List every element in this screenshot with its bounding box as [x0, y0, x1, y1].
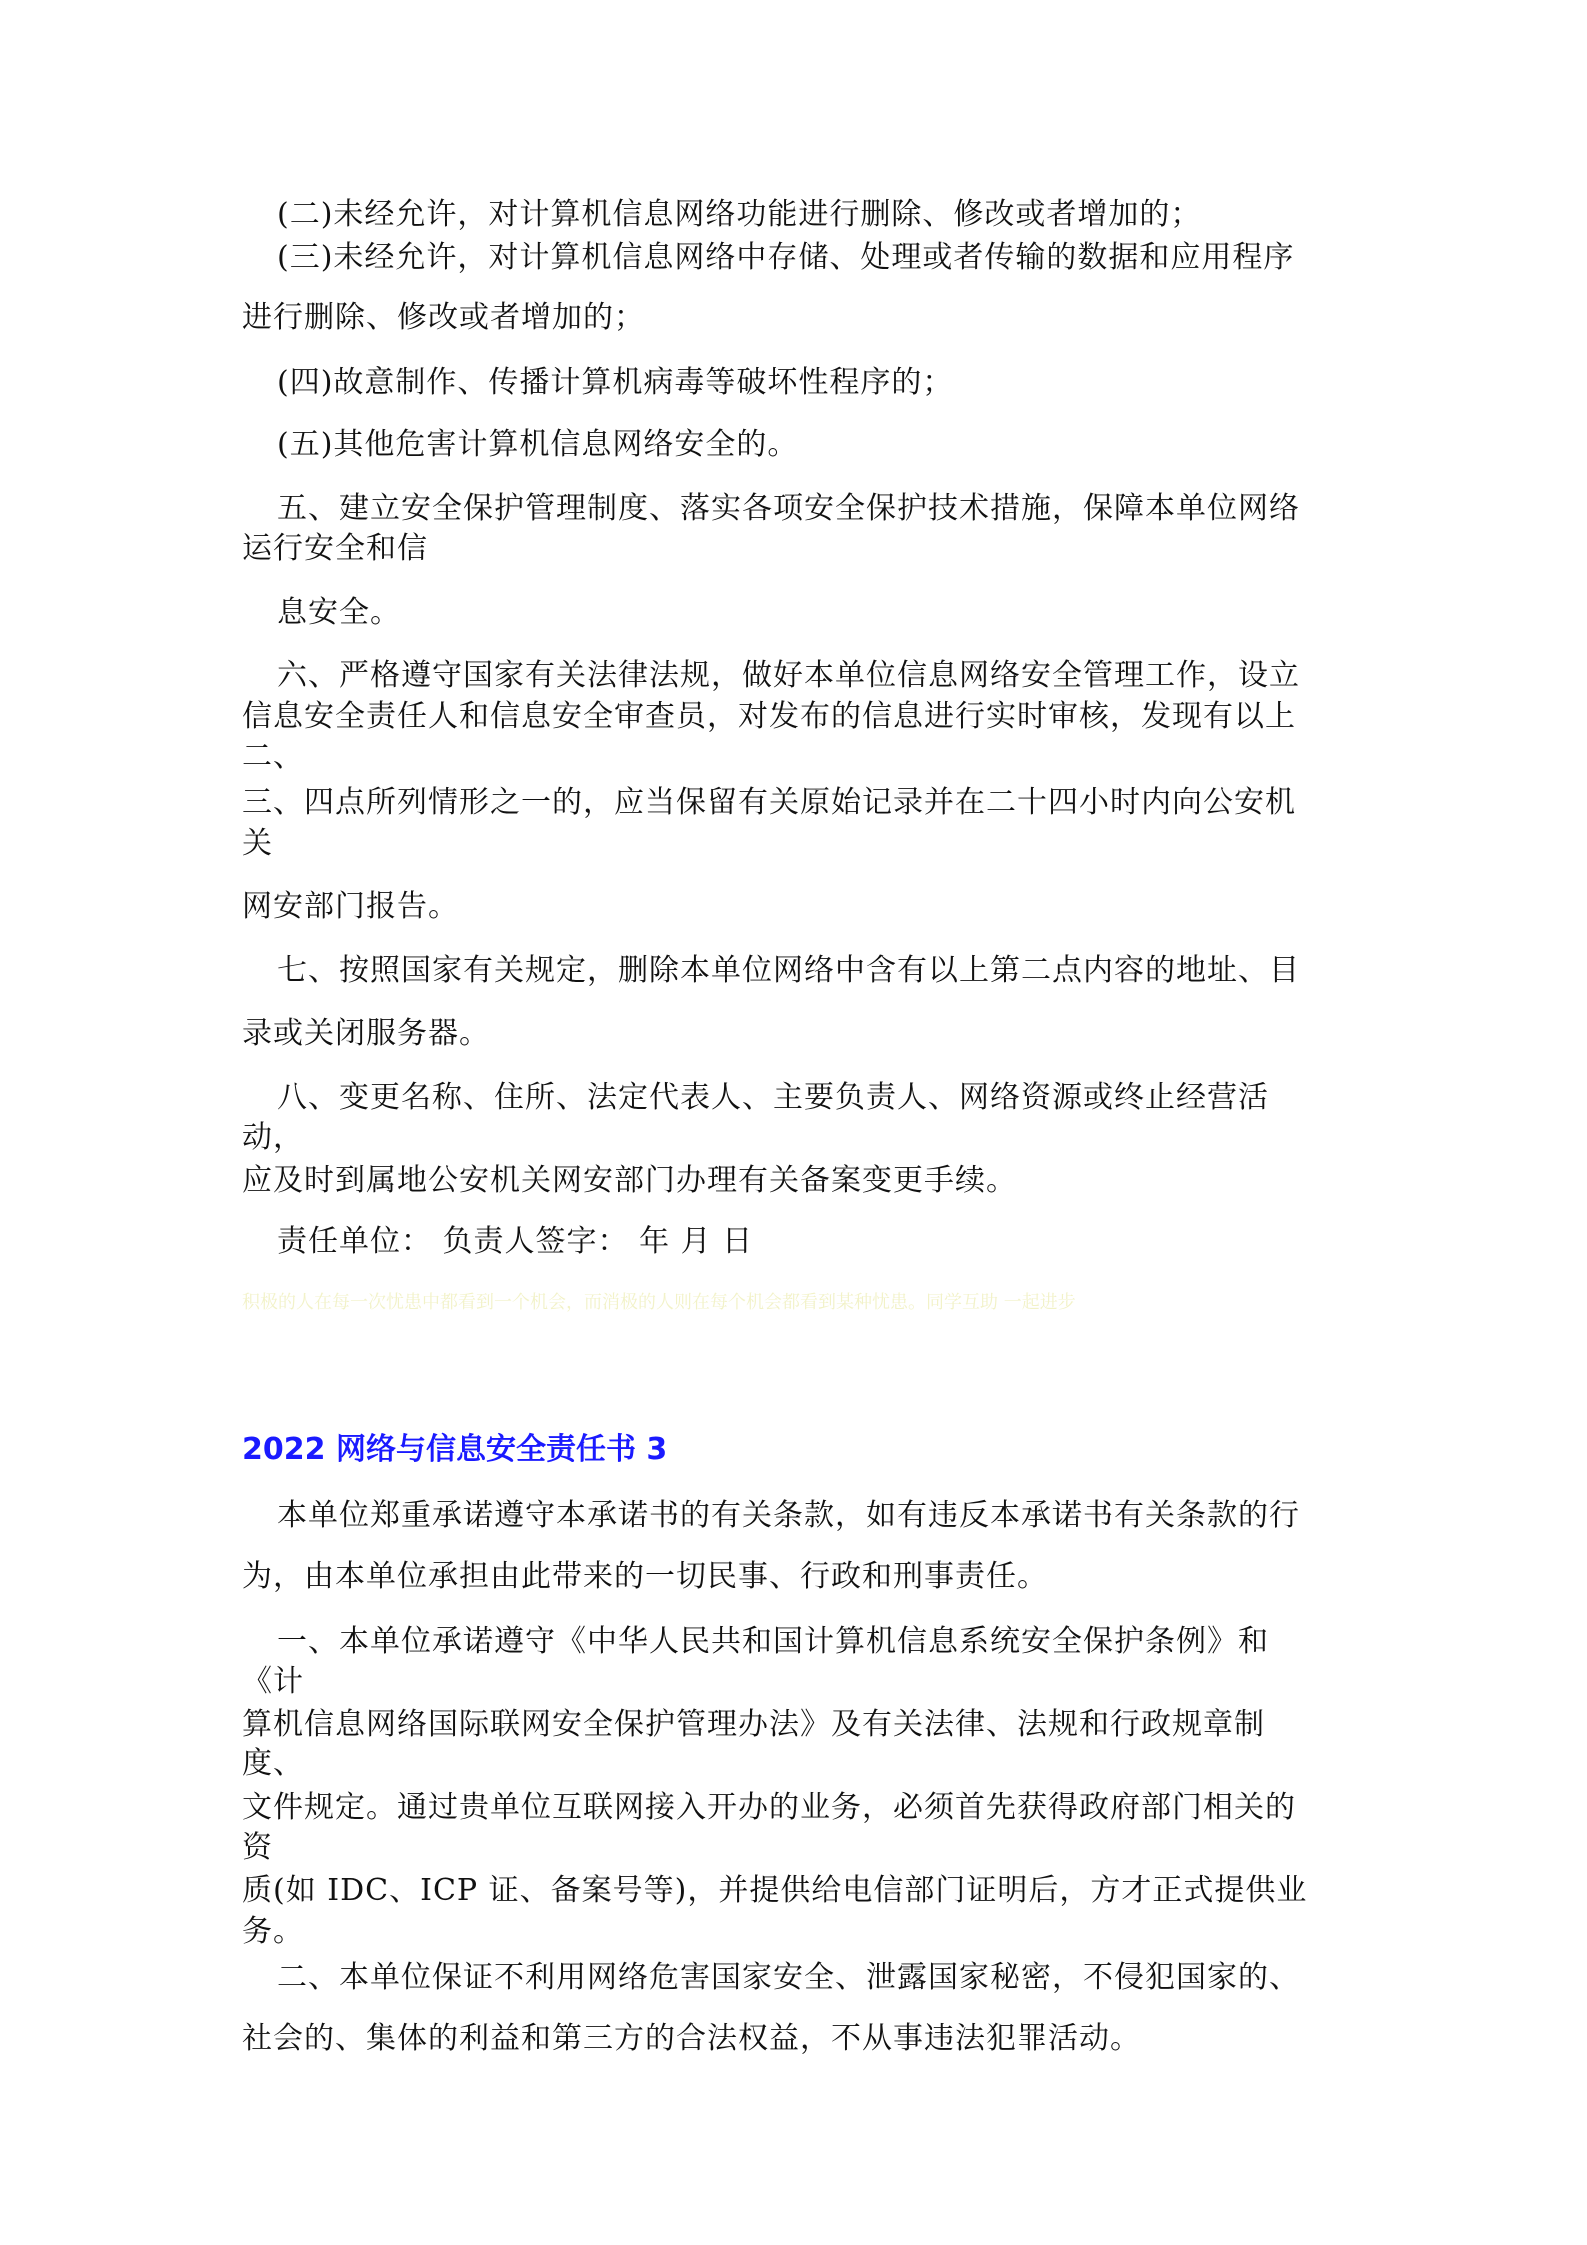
paragraph-line: 责任单位： 负责人签字： 年 月 日: [277, 1224, 754, 1259]
paragraph-line: 算机信息网络国际联网安全保护管理办法》及有关法律、法规和行政规章制: [242, 1707, 1265, 1742]
paragraph-line: 动，: [242, 1120, 304, 1155]
paragraph-line: 关: [242, 826, 273, 861]
paragraph-line: 本单位郑重承诺遵守本承诺书的有关条款，如有违反本承诺书有关条款的行: [277, 1498, 1300, 1533]
paragraph-line: 进行删除、修改或者增加的；: [242, 300, 645, 335]
paragraph-line: 质(如 IDC、ICP 证、备案号等)，并提供给电信部门证明后，方才正式提供业: [242, 1873, 1308, 1908]
paragraph-line: 网安部门报告。: [242, 889, 459, 924]
paragraph-line: 信息安全责任人和信息安全审查员，对发布的信息进行实时审核，发现有以上: [242, 699, 1296, 734]
paragraph-line: 一、本单位承诺遵守《中华人民共和国计算机信息系统安全保护条例》和: [277, 1624, 1269, 1659]
paragraph-line: 二、: [242, 739, 304, 774]
paragraph-line: 息安全。: [277, 595, 401, 630]
paragraph-line: 五、建立安全保护管理制度、落实各项安全保护技术措施，保障本单位网络: [277, 491, 1300, 526]
paragraph-line: 为，由本单位承担由此带来的一切民事、行政和刑事责任。: [242, 1559, 1048, 1594]
paragraph-line: 录或关闭服务器。: [242, 1016, 490, 1051]
paragraph-line: 应及时到属地公安机关网安部门办理有关备案变更手续。: [242, 1163, 1017, 1198]
paragraph-line: 文件规定。通过贵单位互联网接入开办的业务，必须首先获得政府部门相关的: [242, 1790, 1296, 1825]
paragraph-line: 三、四点所列情形之一的，应当保留有关原始记录并在二十四小时内向公安机: [242, 785, 1296, 820]
paragraph-line: 运行安全和信: [242, 531, 428, 566]
paragraph-line: 八、变更名称、住所、法定代表人、主要负责人、网络资源或终止经营活: [277, 1080, 1269, 1115]
section-heading: 2022 网络与信息安全责任书 3: [242, 1432, 668, 1467]
paragraph-line: 资: [242, 1830, 273, 1865]
paragraph-line: 社会的、集体的利益和第三方的合法权益，不从事违法犯罪活动。: [242, 2021, 1141, 2056]
faint-watermark-note: 积极的人在每一次忧患中都看到一个机会，而消极的人则在每个机会都看到某种忧患。同学互助 一起进步: [242, 1292, 1076, 1313]
paragraph-line: 《计: [242, 1664, 304, 1699]
paragraph-line: 务。: [242, 1914, 304, 1949]
paragraph-line: (五)其他危害计算机信息网络安全的。: [277, 427, 799, 462]
paragraph-line: (三)未经允许，对计算机信息网络中存储、处理或者传输的数据和应用程序: [277, 240, 1295, 275]
paragraph-line: (二)未经允许，对计算机信息网络功能进行删除、修改或者增加的；: [277, 197, 1202, 232]
paragraph-line: 六、严格遵守国家有关法律法规，做好本单位信息网络安全管理工作，设立: [277, 658, 1300, 693]
paragraph-line: 七、按照国家有关规定，删除本单位网络中含有以上第二点内容的地址、目: [277, 953, 1300, 988]
paragraph-line: 度、: [242, 1746, 304, 1781]
paragraph-line: 二、本单位保证不利用网络危害国家安全、泄露国家秘密，不侵犯国家的、: [277, 1960, 1300, 1995]
paragraph-line: (四)故意制作、传播计算机病毒等破坏性程序的；: [277, 365, 954, 400]
